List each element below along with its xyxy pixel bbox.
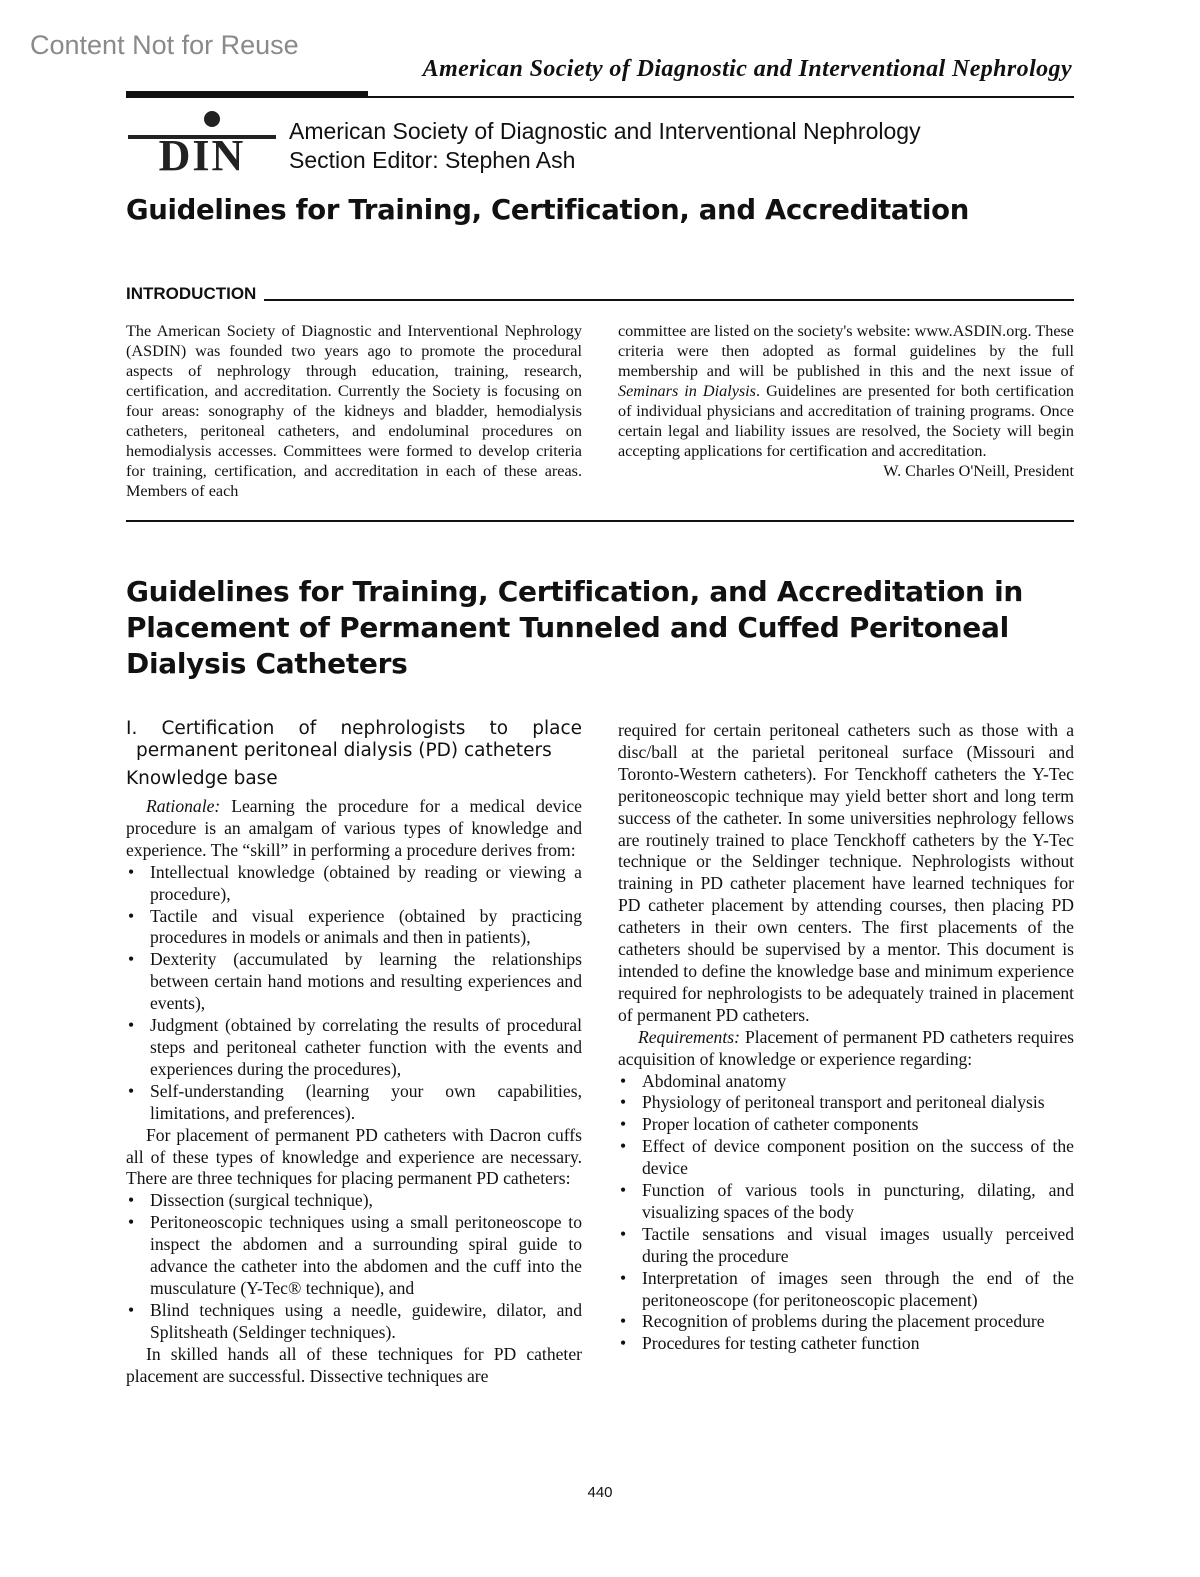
list-item xyxy=(618,1268,1074,1312)
rationale-paragraph xyxy=(126,796,582,862)
bullet-icon: • xyxy=(620,1136,627,1157)
skill-list xyxy=(126,862,582,1125)
bullet-icon: • xyxy=(128,1212,135,1233)
bullet-icon: • xyxy=(128,1299,135,1320)
bullet-icon: • xyxy=(128,1080,135,1101)
introduction-text: The American Society of Diagnostic and Interventional Nephrology (ASDIN) was founded two years ago to promote the procedural aspects of nephrology through education, training, research, certification, and accreditation. Currently the Society is focusing on four areas: sonography of the kidneys and bladder, hemodialysis catheters, peritoneal catheters, and endoluminal procedures on hemodialysis accesses. Committees were formed to develop criteria for training, certification, and accreditation in each of these areas. Members of each xyxy=(126,322,582,500)
list-item xyxy=(618,1180,1074,1224)
list-item xyxy=(126,949,582,1015)
list-item xyxy=(618,1092,1074,1114)
list-item xyxy=(618,1333,1074,1355)
list-item xyxy=(618,1136,1074,1180)
list-item-text: Self-understanding (learning your own capabilities, limitations, and preferences). xyxy=(150,1080,582,1123)
list-item-text: Intellectual knowledge (obtained by reading or viewing a procedure), xyxy=(150,861,582,904)
page-number: 440 xyxy=(587,1484,613,1501)
list-item xyxy=(618,1114,1074,1136)
bullet-icon: • xyxy=(620,1070,627,1091)
list-item xyxy=(126,862,582,906)
society-heading xyxy=(289,117,921,175)
section-title: Guidelines for Training, Certification, and Accreditation xyxy=(126,194,970,226)
list-item-text: Proper location of catheter components xyxy=(642,1114,919,1135)
introduction-text-end: . Guidelines are presented for both certification of individual physicians and accreditation of training programs. Once certain legal and liability issues are resolved, the Society will begin accepting applications for certification and accreditation. xyxy=(618,382,1075,460)
journal-running-title: American Society of Diagnostic and Interventional Nephrology xyxy=(422,56,1072,82)
list-item-text: Physiology of peritoneal transport and peritoneal dialysis xyxy=(642,1092,1045,1113)
technique-list xyxy=(126,1190,582,1343)
society-name: American Society of Diagnostic and Interventional Nephrology xyxy=(289,118,921,144)
list-item xyxy=(618,1311,1074,1333)
list-item-text: Abdominal anatomy xyxy=(642,1070,787,1091)
list-item-text: Judgment (obtained by correlating the results of procedural steps and peritoneal catheter function with the events and experiences during the procedures), xyxy=(150,1015,582,1079)
list-item-text: Dissection (surgical technique), xyxy=(150,1190,373,1211)
list-item-text: Blind techniques using a needle, guidewire, dilator, and Splitsheath (Seldinger techniques). xyxy=(150,1299,582,1342)
header-rule-thick xyxy=(126,91,368,98)
bullet-icon: • xyxy=(620,1223,627,1244)
list-item-text: Recognition of problems during the placement procedure xyxy=(642,1311,1045,1332)
list-item-text: Function of various tools in puncturing, dilating, and visualizing spaces of the body xyxy=(642,1180,1074,1222)
bullet-icon: • xyxy=(128,905,135,926)
list-item xyxy=(126,1081,582,1125)
rationale-label: Rationale: xyxy=(146,796,221,816)
list-item xyxy=(126,906,582,950)
bullet-icon: • xyxy=(128,1015,135,1036)
rationale-text: Learning the procedure for a medical device procedure is an amalgam of various types of knowledge and experience. The “skill” in performing a procedure derives from: xyxy=(126,796,582,860)
bullet-icon: • xyxy=(620,1092,627,1113)
bullet-icon: • xyxy=(620,1333,627,1354)
bullet-icon: • xyxy=(128,949,135,970)
introduction-text-continued: committee are listed on the society's website: www.ASDIN.org. These criteria were then adopted as formal guidelines by the full membership and will be published in this and the next issue of xyxy=(618,322,1074,380)
requirements-label: Requirements: xyxy=(638,1026,740,1047)
logo-text: DIN xyxy=(158,131,246,172)
requirements-list xyxy=(618,1071,1074,1356)
asdin-logo xyxy=(128,110,276,172)
bullet-icon: • xyxy=(620,1180,627,1201)
president-signature: W. Charles O'Neill, President xyxy=(883,462,1074,480)
bullet-icon: • xyxy=(128,1190,135,1211)
list-item xyxy=(618,1071,1074,1093)
left-column xyxy=(126,718,582,1387)
list-item xyxy=(126,1015,582,1081)
list-item-text: Peritoneoscopic techniques using a small peritoneoscope to inspect the abdomen and a surrounding spiral guide to advance the catheter into the abdomen and the cuff into the musculature (Y-Tec® technique), and xyxy=(150,1212,582,1298)
requirements-text: Placement of permanent PD catheters requires acquisition of knowledge or experience regarding: xyxy=(618,1026,1074,1069)
list-item xyxy=(126,1212,582,1300)
watermark: Content Not for Reuse xyxy=(30,30,299,60)
bullet-icon: • xyxy=(620,1267,627,1288)
list-item xyxy=(618,1224,1074,1268)
requirements-paragraph xyxy=(618,1027,1074,1071)
introduction-left-column xyxy=(126,321,582,501)
journal-name: Seminars in Dialysis xyxy=(618,382,756,400)
subheading-knowledge-base: Knowledge base xyxy=(126,768,278,789)
skilled-paragraph: In skilled hands all of these techniques for PD catheter placement are successful. Dissective techniques are xyxy=(126,1343,582,1386)
list-item-text: Dexterity (accumulated by learning the relationships between certain hand motions and resulting experiences and events), xyxy=(150,949,582,1014)
list-item xyxy=(126,1190,582,1212)
list-item-text: Tactile and visual experience (obtained by practicing procedures in models or animals and then in patients), xyxy=(150,905,582,948)
divider-rule xyxy=(126,520,1074,522)
bullet-icon: • xyxy=(620,1311,627,1332)
article-title: Guidelines for Training, Certification, and Accreditation in Placement of Permanent Tunneled and Cuffed Peritoneal Dialysis Catheters xyxy=(126,575,1024,680)
dacron-paragraph: For placement of permanent PD catheters with Dacron cuffs all of these types of knowledge and experience are necessary. There are three techniques for placing permanent PD catheters: xyxy=(126,1124,582,1189)
list-item xyxy=(126,1300,582,1344)
list-item-text: Interpretation of images seen through the end of the peritoneoscope (for peritoneoscopic placement) xyxy=(642,1267,1074,1310)
list-item-text: Effect of device component position on the success of the device xyxy=(642,1136,1074,1179)
continued-paragraph: required for certain peritoneal catheters such as those with a disc/ball at the parietal peritoneal surface (Missouri and Toronto-Western catheters). For Tenckhoff catheters the Y-Tec peritoneoscopic technique may yield better short and long term success of the catheter. In some universities nephrology fellows are routinely trained to place Tenckhoff catheters by the Y-Tec technique or the Seldinger technique. Nephrologists without training in PD catheter placement have learned techniques for PD catheter placement by attending courses, then placing PD catheters in their own centers. The first placements of the catheters should be supervised by a mentor. This document is intended to define the knowledge base and minimum experience required for nephrologists to be adequately trained in placement of permanent PD catheters. xyxy=(618,720,1074,1025)
introduction-heading: INTRODUCTION xyxy=(126,284,264,304)
right-column xyxy=(618,720,1074,1355)
section-heading: I. Certification of nephrologists to place permanent peritoneal dialysis (PD) catheters xyxy=(126,718,582,761)
introduction-rule xyxy=(126,299,1074,301)
list-item-text: Procedures for testing catheter function xyxy=(642,1333,920,1354)
bullet-icon: • xyxy=(128,861,135,882)
introduction-right-column xyxy=(618,321,1074,481)
list-item-text: Tactile sensations and visual images usually perceived during the procedure xyxy=(642,1223,1074,1266)
section-editor: Section Editor: Stephen Ash xyxy=(289,147,576,173)
bullet-icon: • xyxy=(620,1114,627,1135)
